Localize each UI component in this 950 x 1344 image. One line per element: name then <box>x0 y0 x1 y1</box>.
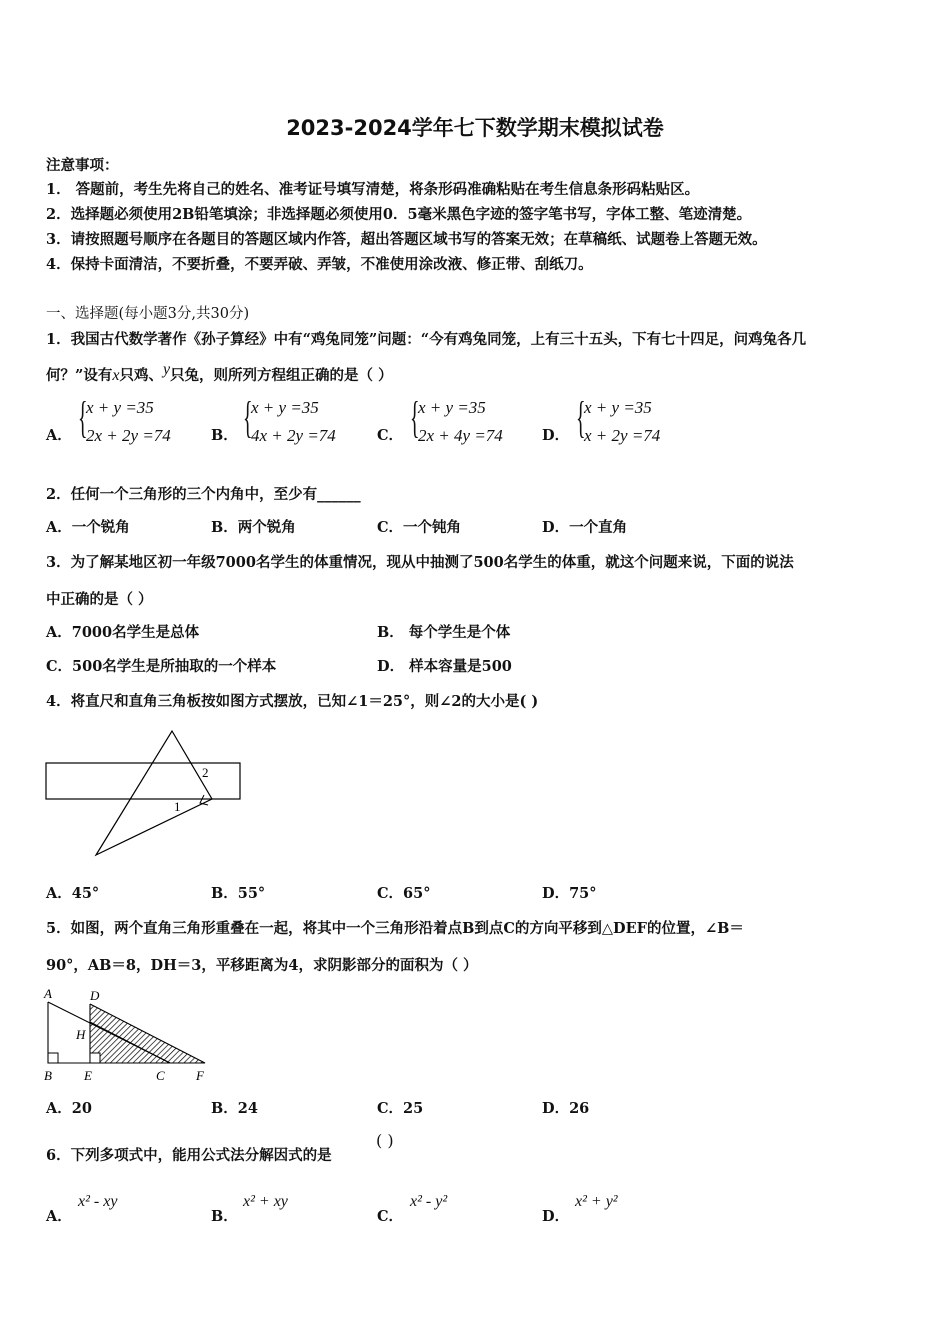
q1-option-b-system: { x + y =35 4x + 2y =74 <box>243 393 336 445</box>
ruler-triangle-figure <box>40 725 250 865</box>
point-f-label: F <box>196 1068 204 1083</box>
q1-option-c-system: { x + y =35 2x + 4y =74 <box>410 393 503 445</box>
notice-item: 1． 答题前，考生先将自己的姓名、准考证号填写清楚，将条形码准确粘贴在考生信息条形码粘贴区。 <box>46 181 700 198</box>
q6-option-c-expr: x² - y² <box>410 1193 448 1210</box>
q1-option-d-label: D． <box>542 427 570 444</box>
exam-title: 2023-2024学年七下数学期末模拟试卷 <box>286 116 664 140</box>
notice-heading: 注意事项： <box>46 157 119 174</box>
point-b-label: B <box>44 1068 52 1083</box>
q3-option-c: C．500名学生是所抽取的一个样本 <box>46 658 277 675</box>
q1-option-a-system: { x + y =35 2x + 2y =74 <box>78 393 171 445</box>
angle-2-label: 2 <box>202 765 209 780</box>
right-angle-mark <box>200 795 208 805</box>
q3-text-line2: 中正确的是（ ） <box>46 591 153 608</box>
notice-item: 4．保持卡面清洁，不要折叠，不要弄破、弄皱，不准使用涂改液、修正带、刮纸刀。 <box>46 256 593 273</box>
right-angle-b <box>48 1053 58 1063</box>
q5-option-c: C．25 <box>377 1100 424 1117</box>
q6-option-b-expr: x² + xy <box>243 1193 288 1210</box>
point-h-label: H <box>76 1027 86 1042</box>
notice-item: 2．选择题必须使用2B铅笔填涂；非选择题必须使用0．5毫米黑色字迹的签字笔书写，字体工整、笔迹清楚。 <box>46 206 752 223</box>
right-angle-e <box>90 1053 100 1063</box>
var-x: x <box>112 367 120 384</box>
q1-text-line1: 1．我国古代数学著作《孙子算经》中有“鸡兔同笼”问题：“今有鸡兔同笼，上有三十五头，下有七十四足，问鸡兔各几 <box>46 331 807 348</box>
q3-option-b: B． 每个学生是个体 <box>377 624 511 641</box>
point-c-label: C <box>156 1068 165 1083</box>
q6-option-c-label: C． <box>377 1208 404 1225</box>
q5-text-line1: 5．如图，两个直角三角形重叠在一起，将其中一个三角形沿着点B到点C的方向平移到△DEF的位置，∠B＝ <box>46 920 744 937</box>
q4-option-a: A．45° <box>46 885 100 902</box>
q5-text-line2: 90°，AB＝8，DH＝3，平移距离为4，求阴影部分的面积为（ ） <box>46 957 478 974</box>
q6-option-b-label: B． <box>211 1208 238 1225</box>
section-heading: 一、选择题(每小题3分,共30分) <box>46 306 250 322</box>
q6-option-a-expr: x² - xy <box>78 1193 118 1210</box>
q5-option-d: D．26 <box>542 1100 590 1117</box>
q5-option-b: B．24 <box>211 1100 258 1117</box>
q2-option-d: D．一个直角 <box>542 519 628 536</box>
ruler-shape <box>46 763 240 799</box>
q1-option-a-label: A． <box>46 427 72 444</box>
q2-text: 2．任何一个三角形的三个内角中，至少有______ <box>46 486 361 503</box>
q3-option-a: A．7000名学生是总体 <box>46 624 200 641</box>
q6-answer-paren: ( ) <box>376 1131 394 1150</box>
q3-option-d: D． 样本容量是500 <box>377 658 512 675</box>
q1-text-line2: 何？”设有x只鸡、y只兔，则所列方程组正确的是（ ） <box>46 361 393 384</box>
q6-text: 6．下列多项式中，能用公式法分解因式的是 <box>46 1147 332 1164</box>
triangle-shape <box>96 731 212 855</box>
q4-text: 4．将直尺和直角三角板按如图方式摆放，已知∠1＝25°，则∠2的大小是( ) <box>46 693 539 710</box>
q1-option-d-system: { x + y =35 x + 2y =74 <box>576 393 661 445</box>
point-a-label: A <box>44 986 52 1001</box>
q6-option-a-label: A． <box>46 1208 72 1225</box>
notice-item: 3．请按照题号顺序在各题目的答题区域内作答，超出答题区域书写的答案无效；在草稿纸、试题卷上答题无效。 <box>46 231 767 248</box>
triangles-figure <box>38 982 218 1086</box>
q1-option-c-label: C． <box>377 427 404 444</box>
var-y: y <box>162 361 171 378</box>
q2-option-c: C．一个钝角 <box>377 519 462 536</box>
q1-option-b-label: B． <box>211 427 238 444</box>
q4-option-c: C．65° <box>377 885 431 902</box>
q5-option-a: A．20 <box>46 1100 92 1117</box>
q6-option-d-expr: x² + y² <box>575 1193 618 1210</box>
angle-1-label: 1 <box>174 799 181 814</box>
q2-option-b: B．两个锐角 <box>211 519 296 536</box>
q6-option-d-label: D． <box>542 1208 570 1225</box>
q4-option-d: D．75° <box>542 885 597 902</box>
point-d-label: D <box>90 988 100 1003</box>
q4-option-b: B．55° <box>211 885 266 902</box>
q3-text-line1: 3．为了解某地区初一年级7000名学生的体重情况，现从中抽测了500名学生的体重，就这个问题来说，下面的说法 <box>46 554 794 571</box>
q2-option-a: A．一个锐角 <box>46 519 130 536</box>
point-e-label: E <box>84 1068 92 1083</box>
